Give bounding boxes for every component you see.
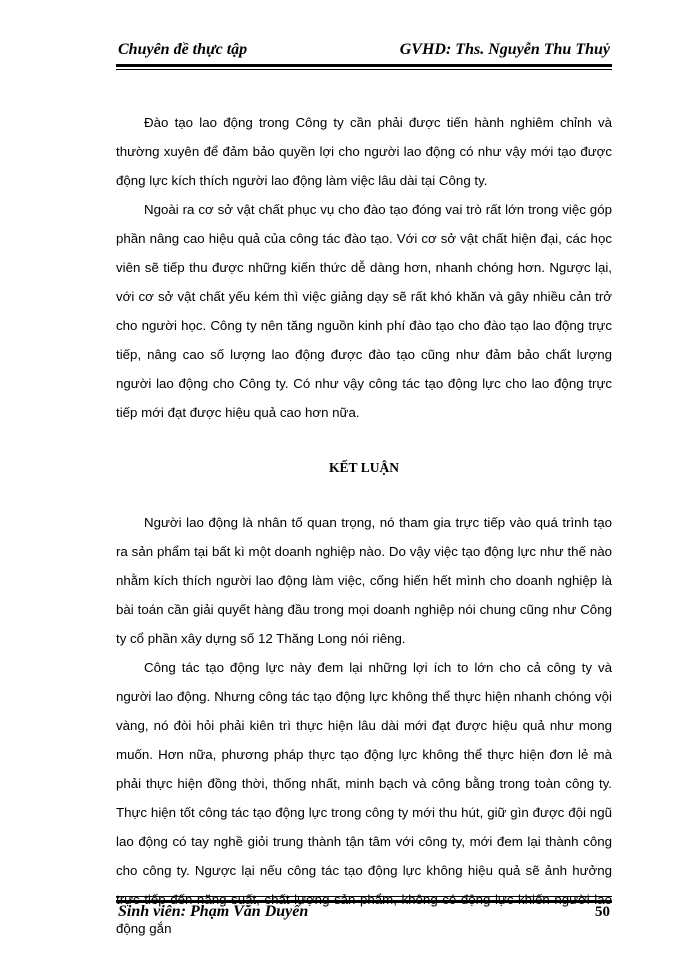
footer-student-name: Sinh viên: Phạm Văn Duyến bbox=[118, 903, 309, 920]
paragraph-training: Đào tạo lao động trong Công ty cần phải được tiến hành nghiêm chỉnh và thường xuyên để đảm bảo quyền lợi cho người lao động có như vậy mới tạo được động lực kích thích người lao động làm việc lâu dài tại Công ty. bbox=[116, 115, 612, 188]
header-rule-thin bbox=[116, 69, 612, 70]
paragraph-conclusion-1: Người lao động là nhân tố quan trọng, nó tham gia trực tiếp vào quá trình tạo ra sản phẩm tại bất kì một doanh nghiệp nào. Do vậy việc tạo động lực như thế nào nhằm kích thích người lao động làm việc, cống hiến hết mình cho doanh nghiệp là bài toán cần giải quyết hàng đầu trong mọi doanh nghiệp nói chung cũng như Công ty cổ phần xây dựng số 12 Thăng Long nói riêng. bbox=[116, 515, 612, 646]
header-supervisor: GVHD: Ths. Nguyễn Thu Thuỷ bbox=[399, 41, 610, 58]
paragraph-facilities: Ngoài ra cơ sở vật chất phục vụ cho đào tạo đóng vai trò rất lớn trong việc góp phần nâng cao hiệu quả của công tác đào tạo. Với cơ sở vật chất hiện đại, các học viên sẽ tiếp thu được những kiến thức dễ dàng hơn, nhanh chóng hơn. Ngược lại, với cơ sở vật chất yếu kém thì việc giảng dạy sẽ rất khó khăn và gây nhiều cản trở cho người học. Công ty nên tăng nguồn kinh phí đào tạo cho đào tạo lao động trực tiếp, nâng cao số lượng lao động được đào tạo cũng như đảm bảo chất lượng người lao động cho Công ty. Có như vậy công tác tạo động lực cho lao động trực tiếp mới đạt được hiệu quả cao hơn nữa. bbox=[116, 202, 612, 420]
page-body bbox=[116, 108, 612, 943]
section-heading-conclusion: KẾT LUẬN bbox=[329, 460, 399, 475]
header-title: Chuyên đề thực tập bbox=[118, 41, 248, 58]
page-footer bbox=[118, 902, 610, 922]
footer-rule-thin bbox=[116, 896, 612, 897]
header-rule-thick bbox=[116, 64, 612, 67]
page-number: 50 bbox=[595, 904, 610, 920]
paragraph-conclusion-2: Công tác tạo động lực này đem lại những lợi ích to lớn cho cả công ty và người lao động. Nhưng công tác tạo động lực không thể thực hiện nhanh chóng vội vàng, nó đòi hỏi phải kiên trì thực hiện lâu dài mới đạt được hiệu quả như mong muốn. Hơn nữa, phương pháp thực tạo động lực không thể thực hiện đơn lẻ mà phải thực hiện đồng thời, thống nhất, minh bạch và công bằng trong toàn công ty. Thực hiện tốt công tác tạo động lực trong công ty mới thu hút, giữ gìn được đội ngũ lao động có tay nghề giỏi trung thành tận tâm với công ty, mới đem lại thành công cho công ty. Ngược lại nếu công tác tạo động lực không hiệu quả sẽ ảnh hưởng trực tiếp đến năng suất, chất lượng sản phẩm, không có động lực khiến người lao động gắn bbox=[116, 660, 612, 936]
page-header bbox=[118, 40, 610, 60]
